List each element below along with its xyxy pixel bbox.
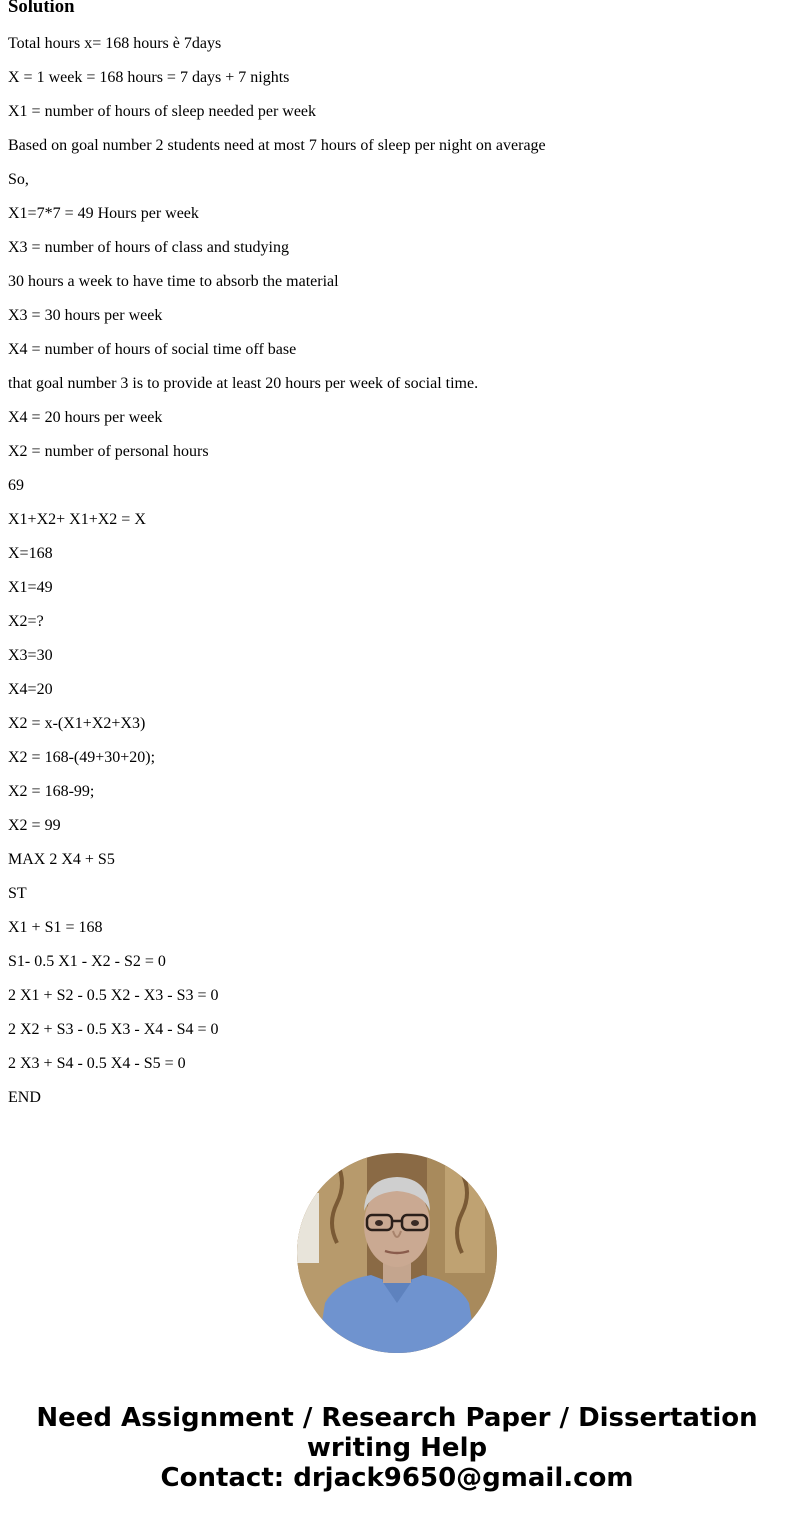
solution-line: X2 = number of personal hours <box>8 443 209 460</box>
solution-line: X1+X2+ X1+X2 = X <box>8 511 146 528</box>
solution-line: X=168 <box>8 545 53 562</box>
solution-line: X2 = 99 <box>8 817 61 834</box>
solution-line: that goal number 3 is to provide at least 20 hours per week of social time. <box>8 375 479 392</box>
solution-line: So, <box>8 171 29 188</box>
author-avatar <box>297 1153 497 1353</box>
solution-text <box>8 35 788 1123</box>
author-photo <box>297 1153 497 1353</box>
solution-line: X2 = x-(X1+X2+X3) <box>8 715 146 732</box>
solution-line: S1- 0.5 X1 - X2 - S2 = 0 <box>8 953 166 970</box>
solution-line: Based on goal number 2 students need at most 7 hours of sleep per night on average <box>8 137 546 154</box>
solution-line: X4 = 20 hours per week <box>8 409 163 426</box>
solution-line: 2 X1 + S2 - 0.5 X2 - X3 - S3 = 0 <box>8 987 219 1004</box>
cta-line-1: Need Assignment / Research Paper / Dissertation <box>36 1403 758 1433</box>
contact-banner <box>0 1403 794 1493</box>
solution-line: X2=? <box>8 613 44 630</box>
solution-line: ST <box>8 885 27 902</box>
solution-line: Total hours x= 168 hours è 7days <box>8 35 222 52</box>
solution-line: X2 = 168-99; <box>8 783 95 800</box>
solution-line: X1=49 <box>8 579 53 596</box>
solution-line: 30 hours a week to have time to absorb the material <box>8 273 339 290</box>
solution-line: 2 X3 + S4 - 0.5 X4 - S5 = 0 <box>8 1055 186 1072</box>
cta-line-3: Contact: drjack9650@gmail.com <box>160 1463 634 1493</box>
solution-line: X = 1 week = 168 hours = 7 days + 7 nights <box>8 69 290 86</box>
solution-line: MAX 2 X4 + S5 <box>8 851 115 868</box>
solution-line: X3 = 30 hours per week <box>8 307 163 324</box>
solution-line: X2 = 168-(49+30+20); <box>8 749 156 766</box>
solution-line: 69 <box>8 477 24 494</box>
solution-heading: Solution <box>8 0 75 17</box>
solution-line: 2 X2 + S3 - 0.5 X3 - X4 - S4 = 0 <box>8 1021 219 1038</box>
solution-line: X4 = number of hours of social time off base <box>8 341 297 358</box>
solution-line: X1=7*7 = 49 Hours per week <box>8 205 199 222</box>
solution-line: X4=20 <box>8 681 53 698</box>
cta-line-2: writing Help <box>306 1433 488 1463</box>
solution-line: X1 + S1 = 168 <box>8 919 103 936</box>
solution-line: END <box>8 1089 41 1106</box>
solution-line: X1 = number of hours of sleep needed per week <box>8 103 317 120</box>
solution-line: X3=30 <box>8 647 53 664</box>
solution-line: X3 = number of hours of class and studying <box>8 239 289 256</box>
